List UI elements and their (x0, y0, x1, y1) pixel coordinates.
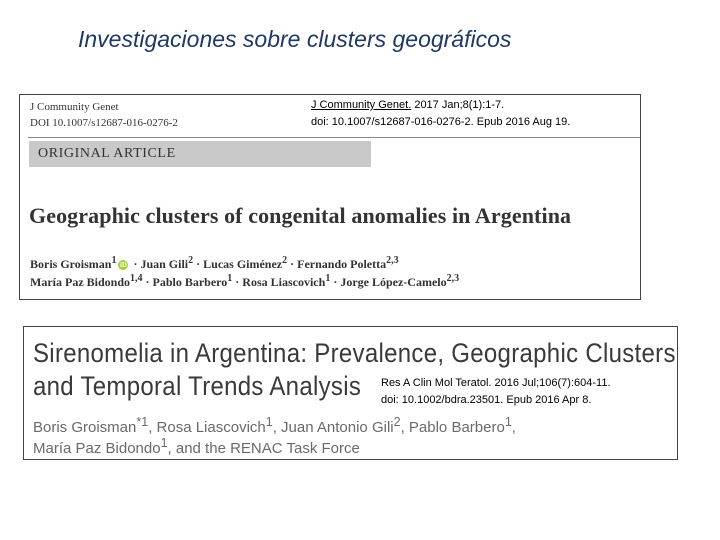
author-name: · Juan Gili (130, 257, 189, 271)
slide-title: Investigaciones sobre clusters geográficos (78, 26, 512, 52)
author-affiliation: 1 (265, 415, 273, 429)
paper1-article-type-banner (29, 141, 371, 167)
author-affiliation: 2 (282, 255, 288, 266)
author-name: · Pablo Barbero (142, 275, 228, 289)
author-affiliation: 1 (227, 273, 233, 284)
author-name: María Paz Bidondo (30, 275, 131, 289)
author-affiliation: 2,3 (386, 255, 399, 266)
author-name: Boris Groisman (33, 419, 137, 436)
author-name: Boris Groisman (30, 257, 112, 271)
author-name: , Juan Antonio Gili (272, 419, 394, 436)
paper2-authors-line1 (33, 415, 516, 436)
author-name: , (511, 419, 516, 436)
paper2-title-line2: and Temporal Trends Analysis (33, 372, 362, 402)
paper1-citation-line1 (311, 97, 570, 114)
paper1-authors-line1 (30, 255, 399, 272)
author-affiliation: *1 (136, 415, 149, 429)
author-affiliation: 2 (393, 415, 401, 429)
author-name: , Pablo Barbero (400, 419, 505, 436)
author-affiliation: 1 (111, 255, 117, 266)
author-name: , Rosa Liascovich (148, 419, 266, 436)
paper1-article-type: ORIGINAL ARTICLE (38, 146, 176, 161)
author-name: María Paz Bidondo (33, 440, 161, 457)
author-affiliation: 1 (504, 415, 512, 429)
paper1-journal-name: J Community Genet (30, 101, 119, 113)
author-name: , and the RENAC Task Force (167, 440, 360, 457)
paper1-citation-doi: doi: 10.1007/s12687-016-0276-2. Epub 2016 Aug 19. (311, 116, 571, 128)
author-name: · Jorge López-Camelo (330, 275, 447, 289)
paper2-citation-line2: doi: 10.1002/bdra.23501. Epub 2016 Apr 8. (381, 394, 592, 406)
author-name: · Lucas Giménez (193, 257, 283, 271)
author-affiliation: 1 (160, 436, 168, 450)
author-affiliation: 2,3 (446, 273, 460, 284)
paper1-header-divider (28, 137, 640, 138)
orcid-icon[interactable]: iD (119, 261, 127, 269)
paper1-citation-volume: 2017 Jan;8(1):1-7. (411, 99, 505, 111)
author-affiliation: 2 (188, 255, 194, 266)
paper1-authors-line2 (30, 273, 459, 290)
paper2-authors-line2 (33, 436, 360, 457)
paper2-citation-line1: Res A Clin Mol Teratol. 2016 Jul;106(7):604-11. (381, 377, 611, 389)
author-affiliation: 1,4 (130, 273, 143, 284)
author-affiliation: 1 (325, 273, 331, 284)
paper1-citation-journal-link[interactable]: J Community Genet. (311, 99, 412, 111)
author-name: · Rosa Liascovich (232, 275, 326, 289)
paper1-card (19, 94, 641, 300)
paper1-title: Geographic clusters of congenital anomalies in Argentina (29, 203, 572, 228)
paper2-citation (381, 375, 611, 409)
author-name: · Fernando Poletta (287, 257, 387, 271)
paper1-citation (311, 97, 570, 131)
paper2-card (23, 326, 678, 460)
paper1-journal-doi: DOI 10.1007/s12687-016-0276-2 (30, 117, 178, 129)
paper2-title-line1: Sirenomelia in Argentina: Prevalence, Geographic Clusters (33, 339, 676, 369)
